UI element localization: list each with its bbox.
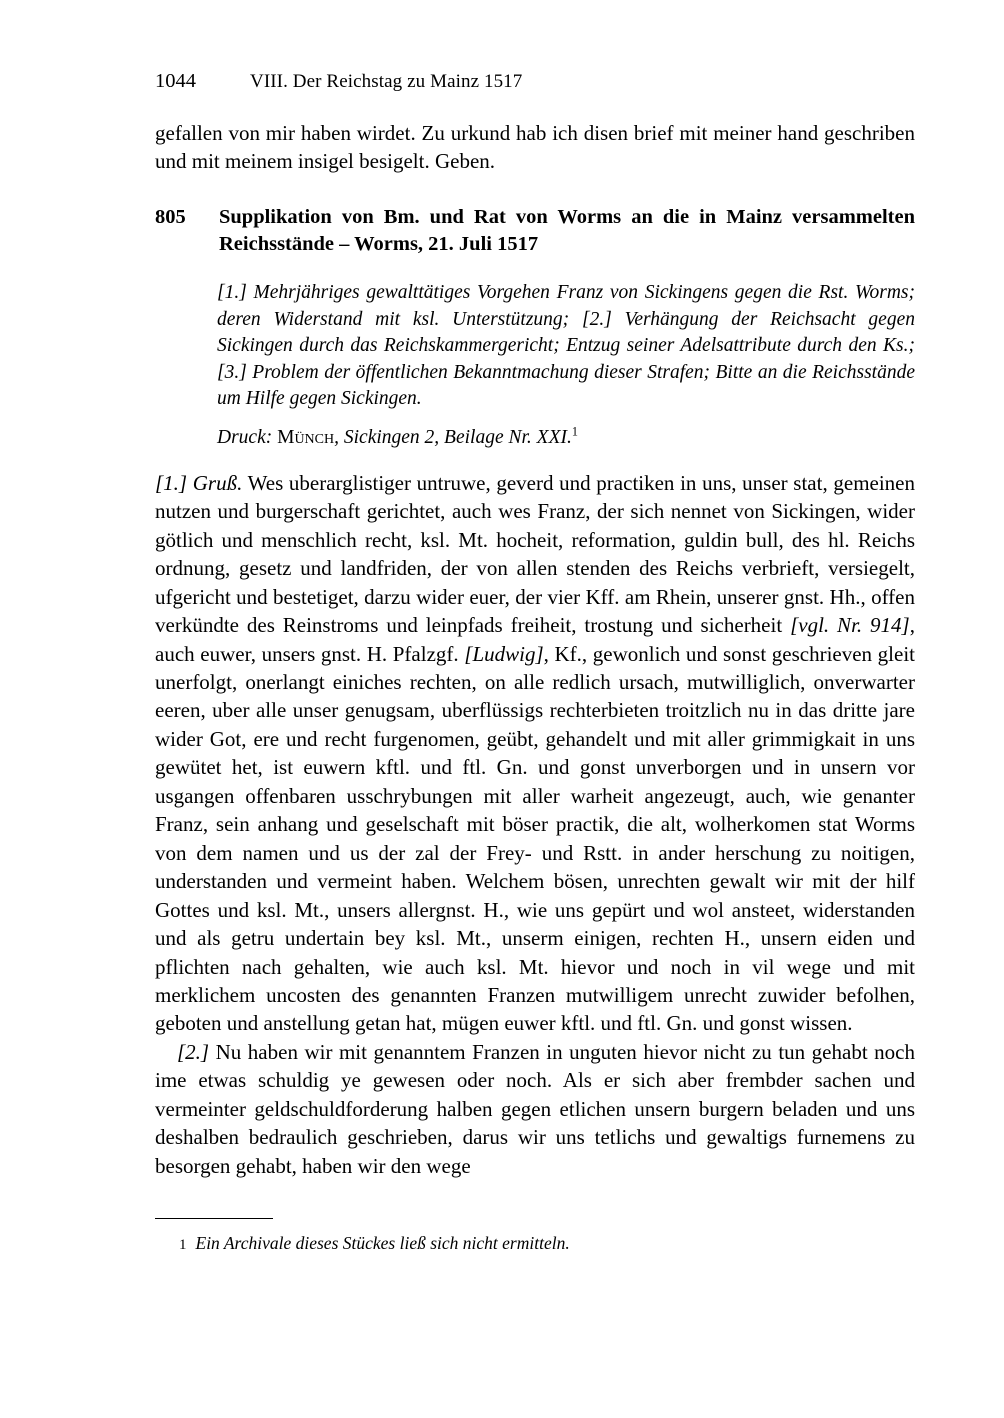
running-title: VIII. Der Reichstag zu Mainz 1517 bbox=[250, 71, 523, 92]
opening-paragraph: gefallen von mir haben wirdet. Zu urkund hab ich disen brief mit meiner hand geschriben und mit meinem insigel besigelt. Geben. bbox=[155, 121, 915, 174]
footnote-marker: 1 bbox=[571, 424, 578, 439]
paragraph-2-text: Nu haben wir mit genanntem Franzen in unguten hievor nicht zu tun gehabt noch ime etwas schuldig ye gewesen oder noch. Als er sich aber frembder sachen und vermeinter geldschuldforderung halben gegen etlichen unsern burgern beladen und uns deshalben bedraulich geschrieben, darus wir uns tetlichs und gewaltigs furnemens zu besorgen gehabt, haben wir den wege bbox=[155, 1039, 915, 1178]
druck-author: Münch bbox=[277, 426, 335, 448]
paragraph-1-text-b: , auch euwer, unsers gnst. H. Pfalzgf. bbox=[155, 613, 915, 666]
document-number: 805 bbox=[155, 205, 186, 228]
folio-number: 1044 bbox=[155, 70, 196, 92]
body-paragraph-2 bbox=[155, 1038, 915, 1180]
paragraph-1-text-c: , Kf., gewonlich und sonst geschrieven gleit unerfolgt, onerlangt einiches rechten, on alle redlich ursach, mutwilliglich, onverwarter eeren, uber alle unser genugsam, uberflüssigs rechterbieten troitzlich nu in das dritte jare wider Got, ere und recht furgenomen, geübt, gehandelt und mit aller grimmigkait in uns gewütet het, ist euwern kftl. und ftl. Gn. und gonst unverborgen und in unsern vor usgangen offenbaren usschrybungen mit aller warheit angezeugt, auch, wie genanter Franz, sein anhang und geselschaft mit böser practik, die alt, wolherkomen stat Worms von dem namen und us der zal der Frey- und Rstt. in ander herschung zu noitigen, understanden und vermeint haben. Welchem bösen, unrechten gewalt wir mit der hilf Gottes und ksl. Mt., unsers allergnst. H., wie uns gepürt und wol ansteet, widerstanden und als getru undertain bey ksl. Mt., unserm einigen, rechten H., unsern eiden und pflichten nach gehalten, wie auch ksl. Mt. hievor und noch in vil wege und mit merklichem uncosten des genannten Franzen mutwilligem unrecht zuwider befolhen, geboten und anstellung getan hat, mügen euwer kftl. und ftl. Gn. und gonst wissen. bbox=[155, 641, 915, 1036]
footnote-separator bbox=[155, 1218, 273, 1219]
document-heading bbox=[155, 204, 915, 259]
druck-label: Druck: bbox=[217, 426, 273, 448]
page-header bbox=[155, 70, 915, 93]
footnote-number: 1 bbox=[179, 1237, 187, 1253]
druck-reference: , Sickingen 2, Beilage Nr. XXI. bbox=[334, 426, 572, 448]
body-paragraph-1 bbox=[155, 469, 915, 1038]
paragraph-1-crossref-1: [vgl. Nr. 914] bbox=[790, 613, 910, 638]
document-druck bbox=[217, 425, 915, 451]
footnote-text: Ein Archivale dieses Stückes ließ sich nicht ermitteln. bbox=[195, 1233, 570, 1253]
paragraph-1-marker: [1.] Gruß. bbox=[155, 470, 243, 495]
page-content bbox=[155, 70, 915, 1180]
paragraph-1-text-a: Wes uberarglistiger untruwe, geverd und practiken in uns, unser stat, gemeinen nutzen und burgerschaft gerichtet, auch wes Franz, der sich nennet von Sickingen, wider götlich und menschlich recht, ksl. Mt. hocheit, reformation, guldin bull, des hl. Reichs ordnung, gesetz und landfriden, der von allen stenden des Reichs verbrieft, versiegelt, ufgericht und bestetiget, darzu wider euer, der vier Kff. am Rhein, unserer gnst. Hh., offen verkündte des Reinstroms und leinpfads freiheit, trostung und sicherheit bbox=[155, 470, 915, 638]
document-body bbox=[155, 469, 915, 1180]
paragraph-2-marker: [2.] bbox=[177, 1039, 210, 1064]
document-title: Supplikation von Bm. und Rat von Worms an die in Mainz versammelten Reichsstände – Worms, 21. Juli 1517 bbox=[219, 205, 915, 256]
footnote-area bbox=[155, 1218, 915, 1256]
document-regest: [1.] Mehrjähriges gewalttätiges Vorgehen Franz von Sickingens gegen die Rst. Worms; deren Widerstand mit ksl. Unterstützung; [2.] Verhängung der Reichsacht gegen Sickingen durch das Reichskammergericht; Entzug seiner Adelsattribute durch den Ks.; [3.] Problem der öffentlichen Bekanntmachung dieser Strafen; Bitte an die Reichsstände um Hilfe gegen Sickingen. bbox=[217, 282, 915, 410]
paragraph-1-crossref-2: [Ludwig] bbox=[464, 641, 544, 666]
footnote-1 bbox=[155, 1232, 915, 1256]
